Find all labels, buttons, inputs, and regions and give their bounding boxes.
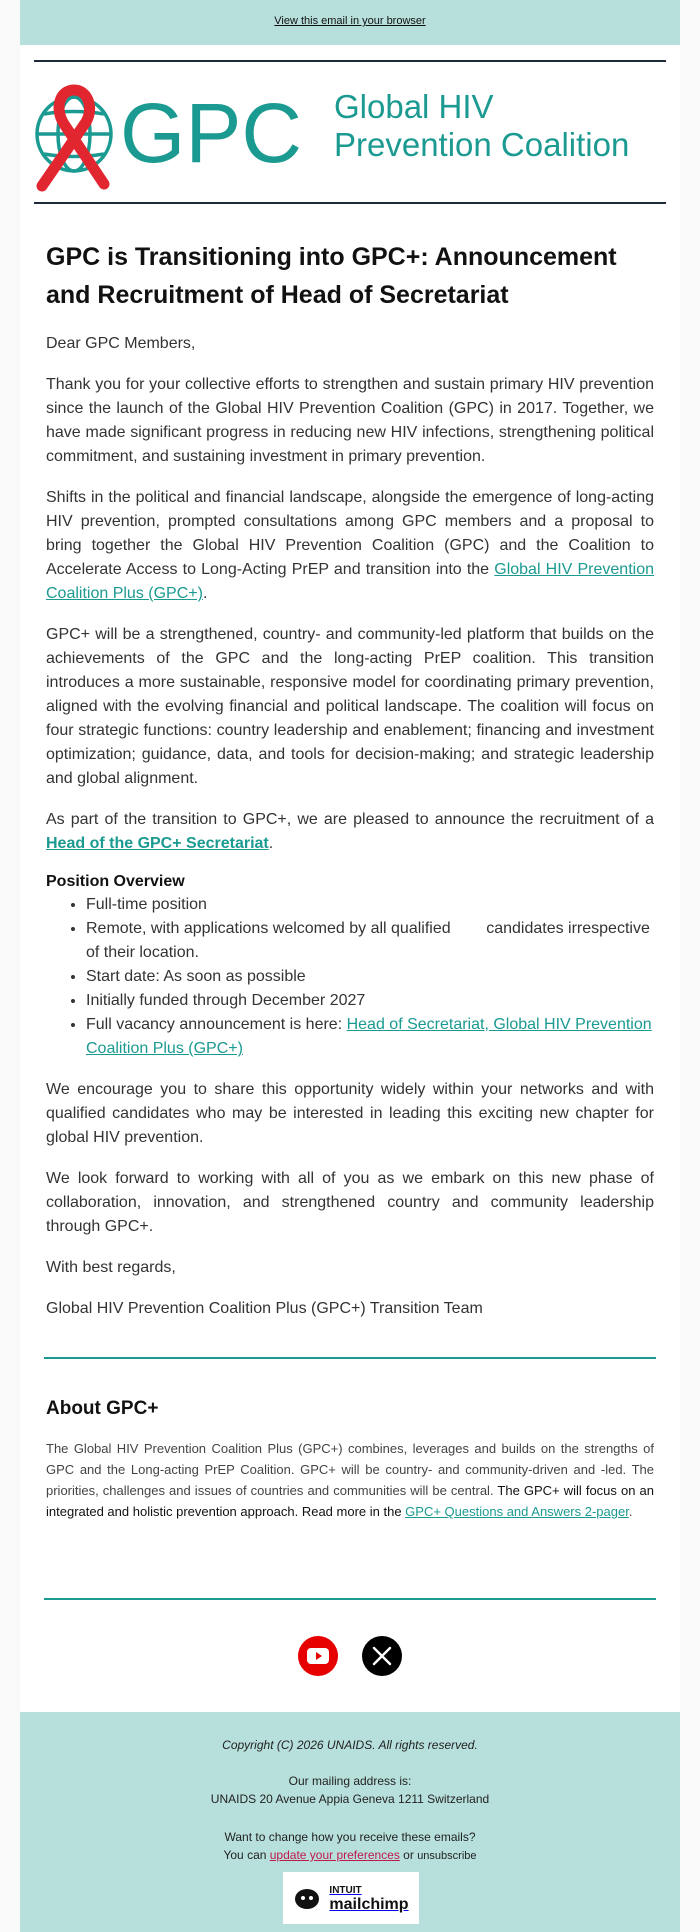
section-divider [44, 1357, 656, 1359]
signoff: With best regards, [46, 1259, 176, 1276]
mailing-address: Our mailing address is: UNAIDS 20 Avenue Appia Geneva 1211 Switzerland [210, 1774, 490, 1806]
view-in-browser-link[interactable]: View this email in your browser [274, 15, 426, 27]
article-body [46, 238, 654, 1338]
signature: Global HIV Prevention Coalition Plus (GPC+) Transition Team [46, 1300, 483, 1317]
logo-abbr: GPC [120, 86, 303, 180]
about-title: About GPC+ [46, 1398, 159, 1419]
paragraph-2: Shifts in the political and financial landscape, alongside the emergence of long-acting HIV prevention, prompted consultations among GPC members and a proposal to bring together the Global HIV Prevention Coalition (GPC) and the Coalition to Accelerate Access to Long-Acting PrEP and transition into the Global HIV Prevention Coalition Plus (GPC+). [46, 489, 655, 602]
vacancy-announcement-link[interactable]: Head of Secretariat, Global HIV Prevention Coalition Plus (GPC+) [86, 1016, 652, 1057]
update-preferences-link[interactable]: update your preferences [269, 1848, 400, 1862]
gpc-plus-link[interactable]: Global HIV Prevention Coalition Plus (GPC+) [46, 561, 655, 602]
header-top-rule [34, 60, 666, 62]
list-item: • Full-time position [86, 893, 654, 917]
header-bottom-rule [34, 202, 666, 204]
preferences: Want to change how you receive these emails? You can update your preferences or unsubscribe [223, 1830, 477, 1862]
section-divider [44, 1598, 656, 1600]
x-icon [372, 1646, 392, 1666]
copyright: Copyright (C) 2026 UNAIDS. All rights reserved. [222, 1738, 478, 1752]
youtube-icon [307, 1648, 329, 1664]
greeting: Dear GPC Members, [46, 335, 196, 352]
paragraph-3: GPC+ will be a strengthened, country- and community-led platform that builds on the achievements of the GPC and the long-acting PrEP coalition. This transition introduces a more sustainable, responsive model for coordinating primary prevention, aligned with the evolving financial and political landscape. The coalition will focus on four strategic functions: country leadership and enablement; financing and investment optimization; guidance, data, and tools for decision-making; and strategic leadership and global alignment. [46, 626, 654, 787]
list-item: • Full vacancy announcement is here: Head of Secretariat, Global HIV Prevention Coalition Plus (GPC+) [86, 1013, 654, 1061]
logo-name-line2: Prevention Coalition [334, 126, 630, 163]
x-button[interactable] [362, 1636, 402, 1676]
article-title: GPC is Transitioning into GPC+: Announcement and Recruitment of Head of Secretariat [46, 243, 617, 309]
mailchimp-badge[interactable]: INTUIT mailchimp [283, 1872, 419, 1924]
youtube-button[interactable] [298, 1636, 338, 1676]
top-bar [20, 0, 680, 45]
paragraph-1: Thank you for your collective efforts to strengthen and sustain primary HIV prevention since the launch of the Global HIV Prevention Coalition (GPC) in 2017. Together, we have made significant progress in reducing new HIV infections, strengthening political commitment, and sustaining investment in primary prevention. [46, 376, 654, 465]
gpc-logo [34, 82, 666, 194]
unsubscribe-link[interactable]: unsubscribe [417, 1850, 477, 1862]
about-section [46, 1398, 654, 1539]
list-item: • Start date: As soon as possible [86, 965, 654, 989]
footer [20, 1712, 680, 1932]
position-list [46, 893, 654, 1061]
list-item: • Initially funded through December 2027 [86, 989, 654, 1013]
list-item: • Remote, with applications welcomed by all qualified candidates irrespective of their location. [86, 917, 654, 965]
email-container [20, 0, 680, 1932]
qa-2-pager-link[interactable]: GPC+ Questions and Answers 2-pager [405, 1504, 629, 1519]
head-of-secretariat-link[interactable]: Head of the GPC+ Secretariat [46, 835, 269, 852]
mailchimp-icon [293, 1885, 321, 1911]
position-overview-title: Position Overview [46, 873, 185, 890]
about-text: The Global HIV Prevention Coalition Plus (GPC+) combines, leverages and builds on the strengths of GPC and the Long-acting PrEP Coalition. GPC+ will be country- and community-driven and -led. The priorities, challenges and issues of countries and communities will be central. The GPC+ will focus on an integrated and holistic prevention approach. Read more in the GPC+ Questions and Answers 2-pager. [46, 1441, 654, 1519]
paragraph-4: As part of the transition to GPC+, we are pleased to announce the recruitment of a Head of the GPC+ Secretariat. [46, 811, 654, 852]
paragraph-5: We encourage you to share this opportunity widely within your networks and with qualified candidates who may be interested in leading this exciting new chapter for global HIV prevention. [46, 1081, 654, 1146]
logo-name-line1: Global HIV [334, 88, 494, 125]
paragraph-6: We look forward to working with all of you as we embark on this new phase of collaboration, innovation, and strengthened country and community leadership through GPC+. [46, 1170, 654, 1235]
